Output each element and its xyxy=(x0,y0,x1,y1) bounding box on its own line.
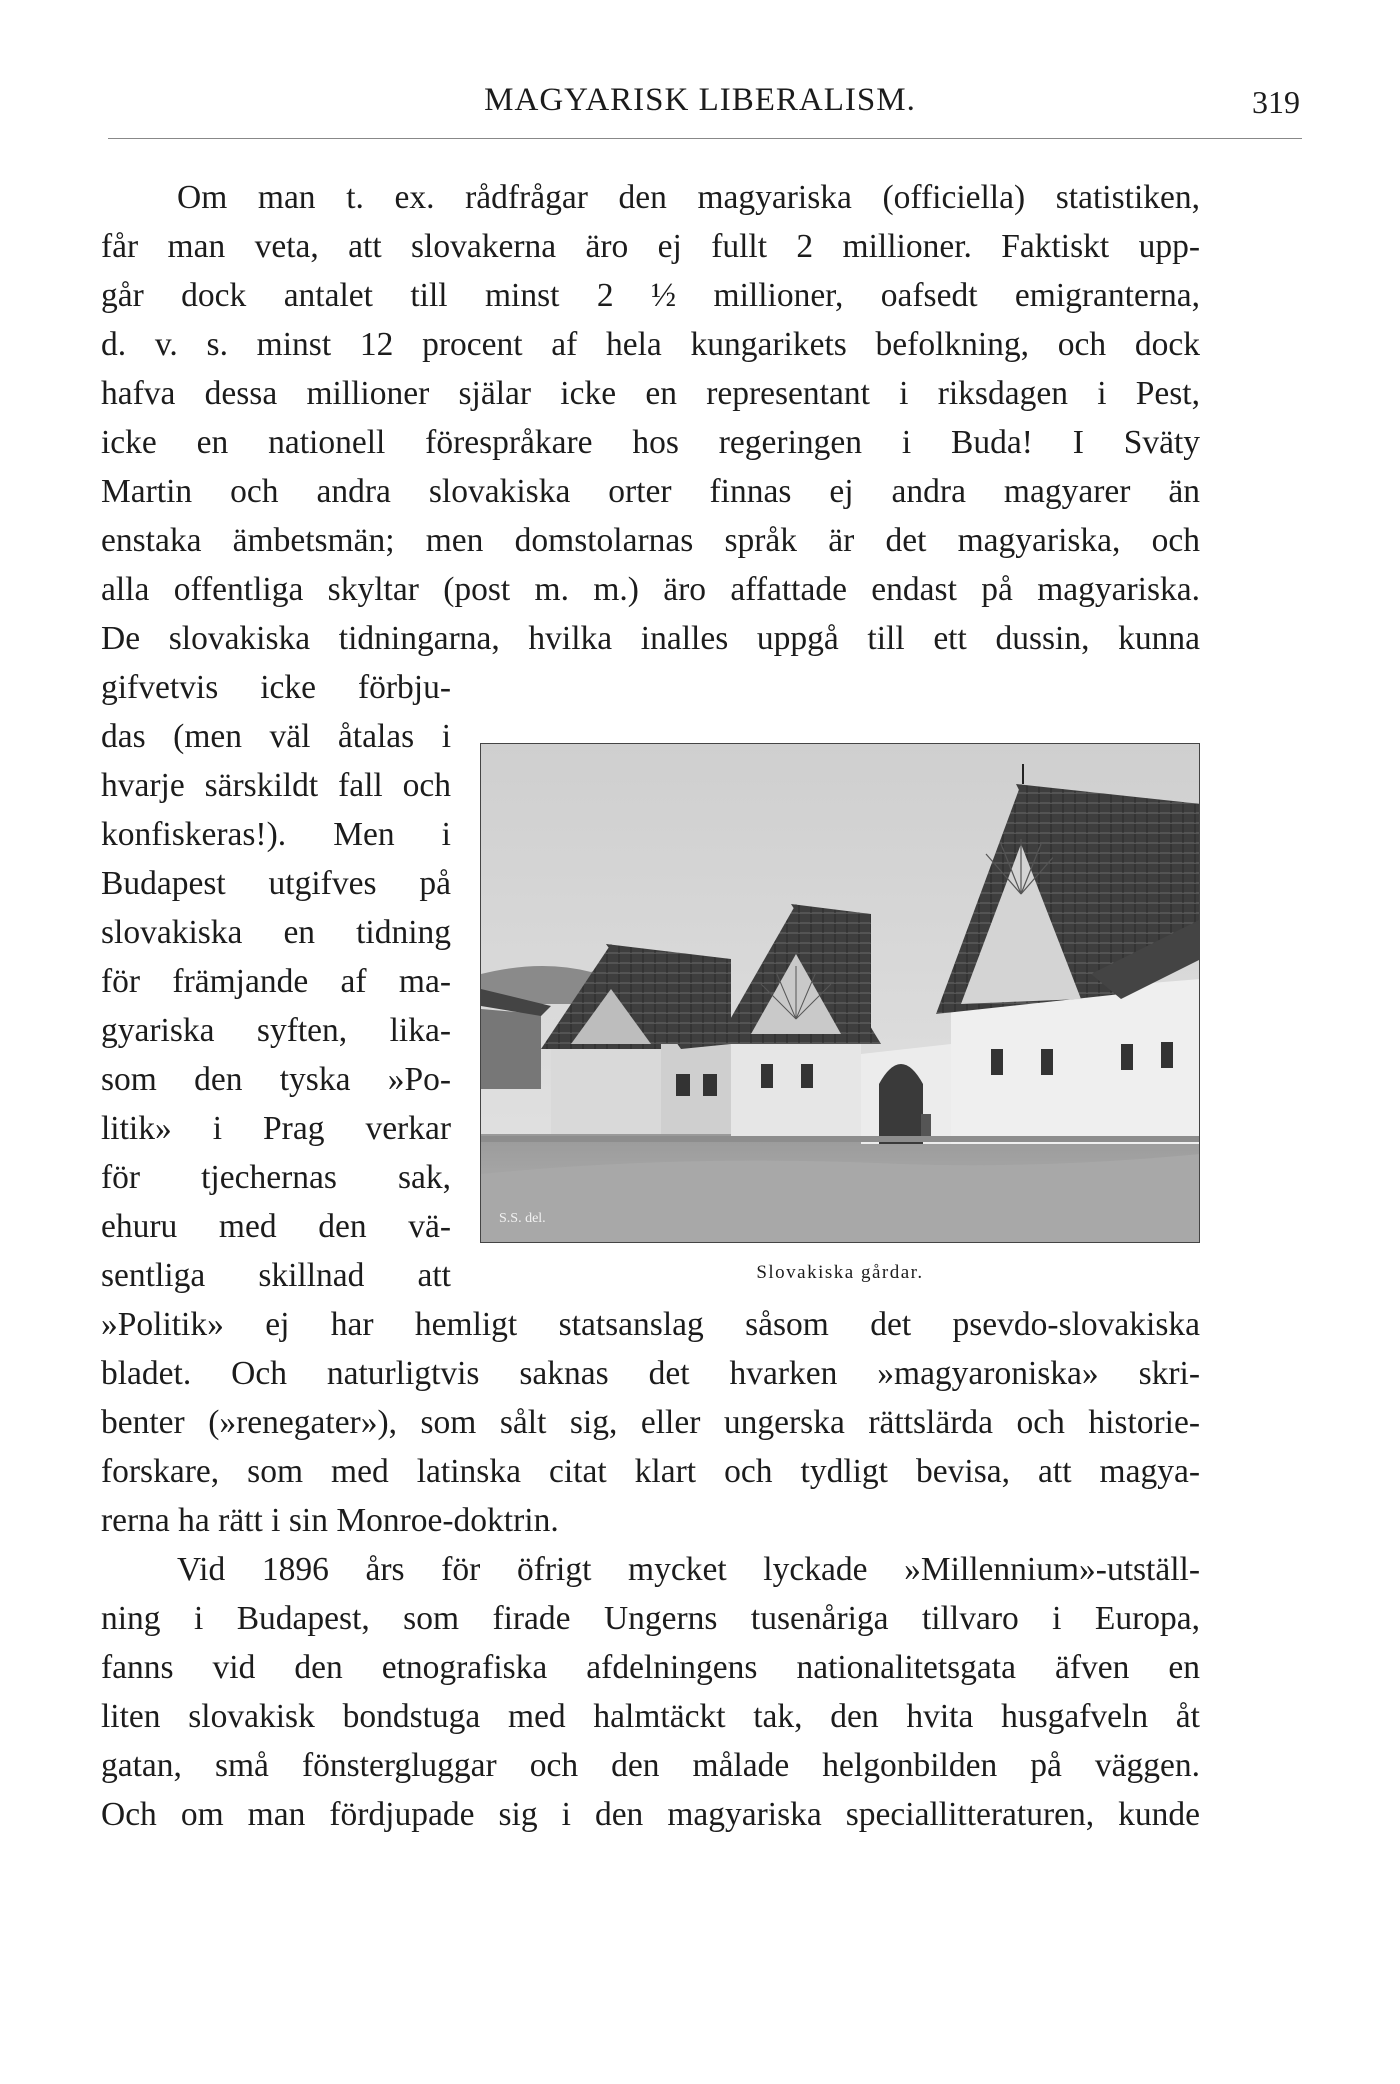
text-line: hafva dessa millioner själar icke en representant i riksdagen i Pest, xyxy=(101,375,1200,412)
text-line: slovakiska en tidning xyxy=(101,914,451,951)
text-line: Martin och andra slovakiska orter finnas ej andra magyarer än xyxy=(101,473,1200,510)
text-line: Om man t. ex. rådfrågar den magyariska (officiella) statistiken, xyxy=(177,179,1200,216)
text-line: icke en nationell förespråkare hos regeringen i Buda! I Sväty xyxy=(101,424,1200,461)
text-line: Vid 1896 års för öfrigt mycket lyckade »Millennium»-utställ- xyxy=(177,1551,1200,1588)
text-line: som den tyska »Po- xyxy=(101,1061,451,1098)
running-head xyxy=(100,78,1300,128)
text-line: Och om man fördjupade sig i den magyariska speciallitteraturen, kunde xyxy=(101,1796,1200,1833)
text-line: sentliga skillnad att xyxy=(101,1257,451,1294)
text-line: alla offentliga skyltar (post m. m.) äro affattade endast på magyariska. xyxy=(101,571,1200,608)
page-number: 319 xyxy=(1252,84,1300,120)
text-line: konfiskeras!). Men i xyxy=(101,816,451,853)
text-line: enstaka ämbetsmän; men domstolarnas språk är det magyariska, och xyxy=(101,522,1200,559)
text-line: ehuru med den vä- xyxy=(101,1208,451,1245)
text-line: litik» i Prag verkar xyxy=(101,1110,451,1147)
text-line: forskare, som med latinska citat klart och tydligt bevisa, att magya- xyxy=(101,1453,1200,1490)
text-line: De slovakiska tidningarna, hvilka inalles uppgå till ett dussin, kunna xyxy=(101,620,1200,657)
text-line: för tjechernas sak, xyxy=(101,1159,451,1196)
header-rule xyxy=(108,138,1302,139)
farmhouse-illustration xyxy=(481,744,1200,1243)
text-line: das (men väl åtalas i xyxy=(101,718,451,755)
text-line: fanns vid den etnografiska afdelningens nationalitetsgata äfven en xyxy=(101,1649,1200,1686)
text-line: benter (»renegater»), som sålt sig, eller ungerska rättslärda och historie- xyxy=(101,1404,1200,1441)
text-line: hvarje särskildt fall och xyxy=(101,767,451,804)
text-line: gifvetvis icke förbju- xyxy=(101,669,451,706)
text-line: Budapest utgifves på xyxy=(101,865,451,902)
figure-caption: Slovakiska gårdar. xyxy=(756,1262,924,1283)
text-line: bladet. Och naturligtvis saknas det hvarken »magyaroniska» skri- xyxy=(101,1355,1200,1392)
text-line: rerna ha rätt i sin Monroe-doktrin. xyxy=(101,1502,559,1539)
text-line: för främjande af ma- xyxy=(101,963,451,1000)
running-title: MAGYARISK LIBERALISM. xyxy=(484,82,916,118)
text-line: går dock antalet till minst 2 ½ millioner, oafsedt emigranterna, xyxy=(101,277,1200,314)
photo-signature: S.S. del. xyxy=(499,1211,546,1226)
text-line: gyariska syften, lika- xyxy=(101,1012,451,1049)
text-line: d. v. s. minst 12 procent af hela kungarikets befolkning, och dock xyxy=(101,326,1200,363)
text-line: liten slovakisk bondstuga med halmtäckt tak, den hvita husgafveln åt xyxy=(101,1698,1200,1735)
photo-slovak-farmhouses xyxy=(480,743,1200,1243)
text-line: får man veta, att slovakerna äro ej fullt 2 millioner. Faktiskt upp- xyxy=(101,228,1200,265)
text-line: gatan, små fönstergluggar och den målade helgonbilden på väggen. xyxy=(101,1747,1200,1784)
text-line: »Politik» ej har hemligt statsanslag såsom det psevdo-slovakiska xyxy=(101,1306,1200,1343)
text-line: ning i Budapest, som firade Ungerns tusenåriga tillvaro i Europa, xyxy=(101,1600,1200,1637)
